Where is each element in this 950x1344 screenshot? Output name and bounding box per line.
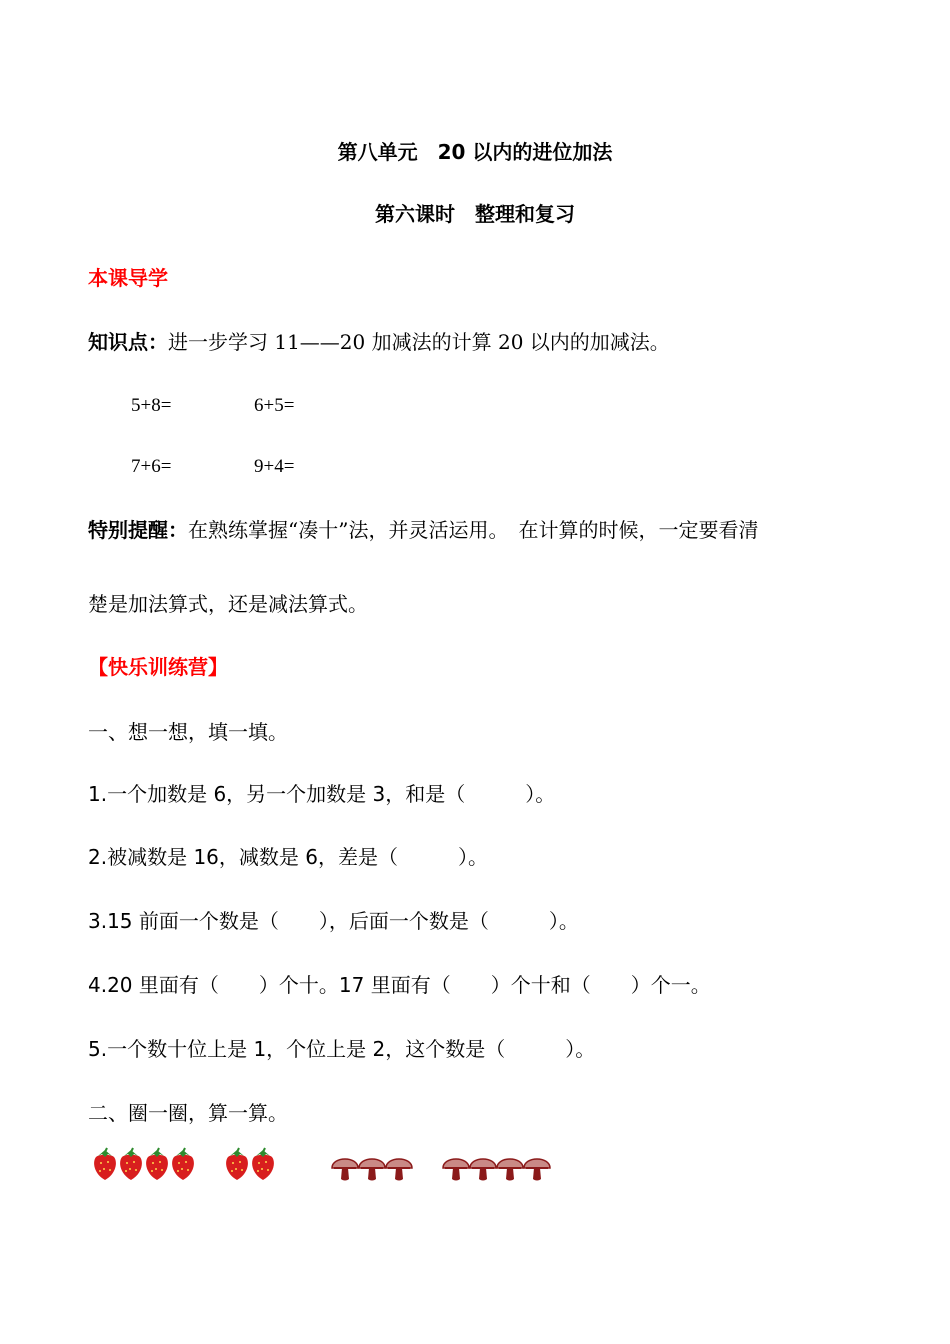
mushroom-icon (384, 1146, 414, 1182)
knowledge-text: 进一步学习 11——20 加减法的计算 20 以内的加减法。 (168, 330, 670, 354)
reminder-label: 特别提醒： (88, 518, 188, 542)
section1-title: 一、想一想，填一填。 (88, 720, 288, 744)
mushroom-icon (468, 1146, 498, 1182)
knowledge-label: 知识点： (88, 330, 168, 354)
camp-heading: 【快乐训练营】 (88, 655, 228, 679)
section2-title: 二、圈一圈，算一算。 (88, 1101, 288, 1125)
equation: 7+6= (131, 456, 172, 477)
question-3: 3.15 前面一个数是（ ），后面一个数是（ ）。 (88, 909, 579, 933)
question-1: 1.一个加数是 6，另一个加数是 3，和是（ ）。 (88, 782, 556, 806)
question-4: 4.20 里面有（ ）个十。17 里面有（ ）个十和（ ）个一。 (88, 973, 711, 997)
equation: 6+5= (254, 395, 295, 416)
reminder-text-line1: 在熟练掌握“凑十”法，并灵活运用。 在计算的时候，一定要看清 (188, 518, 759, 542)
strawberry-icon (248, 1146, 278, 1182)
mushroom-icon (495, 1146, 525, 1182)
mushroom-icon (522, 1146, 552, 1182)
mushroom-icon (357, 1146, 387, 1182)
unit-title: 第八单元 20 以内的进位加法 (337, 140, 613, 164)
equation: 5+8= (131, 395, 172, 416)
mushroom-icon (441, 1146, 471, 1182)
knowledge-point (88, 328, 670, 356)
reminder (88, 516, 758, 544)
mushroom-icon (330, 1146, 360, 1182)
question-2: 2.被减数是 16，减数是 6，差是（ ）。 (88, 845, 488, 869)
question-5: 5.一个数十位上是 1，个位上是 2，这个数是（ ）。 (88, 1037, 596, 1061)
picture-row (0, 1146, 950, 1186)
lesson-title: 第六课时 整理和复习 (375, 202, 575, 226)
strawberry-icon (168, 1146, 198, 1182)
guide-heading: 本课导学 (88, 266, 168, 290)
reminder-text-line2: 楚是加法算式，还是减法算式。 (88, 592, 368, 616)
equation: 9+4= (254, 456, 295, 477)
